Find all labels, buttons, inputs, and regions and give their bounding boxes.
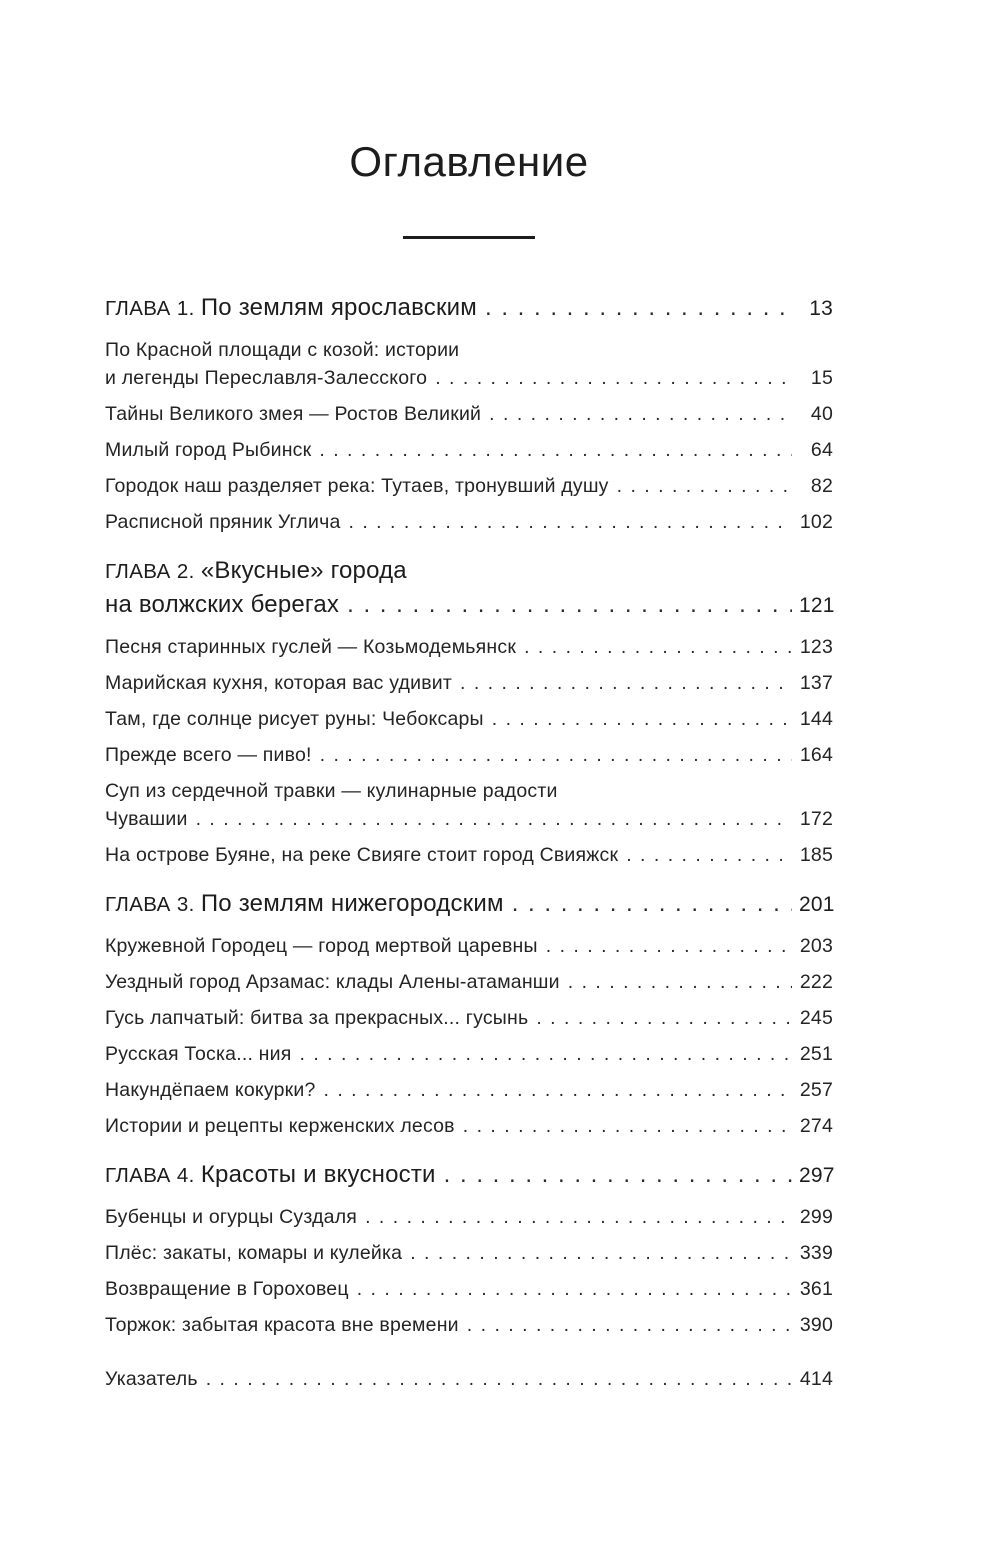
page-number: 203 bbox=[799, 935, 833, 957]
toc-entry-label: Гусь лапчатый: битва за прекрасных... гусынь bbox=[105, 1007, 529, 1029]
page-number: 185 bbox=[799, 844, 833, 866]
toc-entry bbox=[105, 508, 833, 536]
dot-leader bbox=[485, 291, 792, 324]
toc-entry-label: По Красной площади с козой: истории bbox=[105, 339, 460, 361]
page-number: 123 bbox=[799, 636, 833, 658]
page-number: 121 bbox=[799, 594, 835, 617]
toc-entry bbox=[105, 1239, 833, 1267]
toc-entry bbox=[105, 669, 833, 697]
toc-entry-label: Тайны Великого змея — Ростов Великий bbox=[105, 403, 482, 425]
toc-line bbox=[105, 633, 833, 661]
toc-entry bbox=[105, 932, 833, 960]
toc-line bbox=[105, 588, 833, 622]
toc-line bbox=[105, 1004, 833, 1032]
toc-entry-label: Торжок: забытая красота вне времени bbox=[105, 1314, 459, 1336]
dot-leader bbox=[568, 968, 792, 996]
dot-leader bbox=[524, 633, 792, 661]
toc-entry-label: Бубенцы и огурцы Суздаля bbox=[105, 1206, 358, 1228]
toc-line bbox=[105, 1076, 833, 1104]
page-number: 137 bbox=[799, 672, 833, 694]
toc-entry bbox=[105, 1076, 833, 1104]
toc-entry bbox=[105, 841, 833, 869]
toc-entry-label: Накундёпаем кокурки? bbox=[105, 1079, 316, 1101]
toc-entry bbox=[105, 1112, 833, 1140]
toc-entry bbox=[105, 777, 833, 833]
page-number: 274 bbox=[799, 1115, 833, 1137]
page-number: 172 bbox=[799, 808, 833, 830]
dot-leader bbox=[463, 1112, 792, 1140]
toc-entry-label: ГЛАВА 4. Красоты и вкусности bbox=[105, 1161, 436, 1188]
toc-line bbox=[105, 669, 833, 697]
toc-entry-label: ГЛАВА 3. По землям нижегородским bbox=[105, 890, 504, 917]
page-title: Оглавление bbox=[349, 138, 589, 185]
dot-leader bbox=[617, 472, 792, 500]
toc-entry bbox=[105, 400, 833, 428]
title-divider bbox=[403, 236, 535, 239]
page-number: 144 bbox=[799, 708, 833, 730]
toc-chapter-entry bbox=[105, 887, 833, 921]
dot-leader bbox=[300, 1040, 793, 1068]
toc-line bbox=[105, 291, 833, 325]
dot-leader bbox=[460, 669, 792, 697]
toc-entry-label: Русская Тоска... ния bbox=[105, 1043, 292, 1065]
toc-entry-label: ГЛАВА 1. По землям ярославским bbox=[105, 294, 477, 321]
toc-entry-label: Уездный город Арзамас: клады Алены-атаманши bbox=[105, 971, 560, 993]
toc-line bbox=[105, 777, 833, 805]
toc-line bbox=[105, 968, 833, 996]
dot-leader bbox=[536, 1004, 792, 1032]
chapter-prefix: ГЛАВА 3. bbox=[105, 893, 201, 916]
toc-entry bbox=[105, 741, 833, 769]
toc-line bbox=[105, 400, 833, 428]
dot-leader bbox=[319, 436, 792, 464]
toc-entry-label: Там, где солнце рисует руны: Чебоксары bbox=[105, 708, 484, 730]
toc-line bbox=[105, 1112, 833, 1140]
toc-entry-label: Возвращение в Гороховец bbox=[105, 1278, 349, 1300]
toc-entry-label: ГЛАВА 2. «Вкусные» города bbox=[105, 557, 407, 584]
toc-line bbox=[105, 1275, 833, 1303]
toc-list bbox=[105, 291, 833, 1393]
toc-line bbox=[105, 841, 833, 869]
toc-entry bbox=[105, 633, 833, 661]
toc-line bbox=[105, 887, 833, 921]
dot-leader bbox=[546, 932, 792, 960]
toc-chapter-entry bbox=[105, 1158, 833, 1192]
toc-entry-label: Указатель bbox=[105, 1368, 198, 1390]
toc-line bbox=[105, 508, 833, 536]
toc-entry-label: на волжских берегах bbox=[105, 591, 340, 618]
toc-entry-label: Суп из сердечной травки — кулинарные радости bbox=[105, 780, 558, 802]
toc-line bbox=[105, 1158, 833, 1192]
dot-leader bbox=[196, 805, 792, 833]
toc-entry-label: и легенды Переславля-Залесского bbox=[105, 367, 428, 389]
toc-entry bbox=[105, 1004, 833, 1032]
toc-entry bbox=[105, 968, 833, 996]
toc-entry-label: Марийская кухня, которая вас удивит bbox=[105, 672, 452, 694]
toc-line bbox=[105, 554, 833, 588]
toc-entry-label: Чувашии bbox=[105, 808, 188, 830]
chapter-prefix: ГЛАВА 4. bbox=[105, 1164, 201, 1187]
dot-leader bbox=[320, 741, 792, 769]
dot-leader bbox=[365, 1203, 792, 1231]
toc-line bbox=[105, 436, 833, 464]
toc-entry bbox=[105, 1203, 833, 1231]
dot-leader bbox=[357, 1275, 792, 1303]
page-number: 102 bbox=[799, 511, 833, 533]
dot-leader bbox=[467, 1311, 792, 1339]
toc-line bbox=[105, 705, 833, 733]
toc-line bbox=[105, 1040, 833, 1068]
toc-entry-label: Кружевной Городец — город мертвой царевны bbox=[105, 935, 538, 957]
toc-line bbox=[105, 1365, 833, 1393]
toc-entry-label: Милый город Рыбинск bbox=[105, 439, 312, 461]
dot-leader bbox=[347, 588, 792, 621]
toc-line bbox=[105, 741, 833, 769]
page-number: 297 bbox=[799, 1164, 835, 1187]
dot-leader bbox=[349, 508, 792, 536]
toc-entry-label: Песня старинных гуслей — Козьмодемьянск bbox=[105, 636, 517, 658]
page-number: 15 bbox=[810, 367, 833, 389]
page-number: 414 bbox=[799, 1368, 833, 1390]
dot-leader bbox=[492, 705, 792, 733]
chapter-prefix: ГЛАВА 2. bbox=[105, 560, 201, 583]
dot-leader bbox=[444, 1158, 792, 1191]
page-number: 222 bbox=[799, 971, 833, 993]
page-content bbox=[105, 138, 833, 1401]
toc-entry bbox=[105, 436, 833, 464]
toc-entry-label: Прежде всего — пиво! bbox=[105, 744, 312, 766]
page-number: 361 bbox=[799, 1278, 833, 1300]
toc-line bbox=[105, 1239, 833, 1267]
page-number: 299 bbox=[799, 1206, 833, 1228]
toc-line bbox=[105, 472, 833, 500]
dot-leader bbox=[323, 1076, 792, 1104]
toc-entry bbox=[105, 336, 833, 392]
toc-line bbox=[105, 932, 833, 960]
page-number: 40 bbox=[810, 403, 833, 425]
page-number: 201 bbox=[799, 893, 835, 916]
page-number: 64 bbox=[810, 439, 833, 461]
page-number: 257 bbox=[799, 1079, 833, 1101]
toc-entry-label: Расписной пряник Углича bbox=[105, 511, 341, 533]
toc-line bbox=[105, 336, 833, 364]
toc-entry-label: Плёс: закаты, комары и кулейка bbox=[105, 1242, 403, 1264]
toc-line bbox=[105, 805, 833, 833]
toc-chapter-entry bbox=[105, 554, 833, 622]
dot-leader bbox=[410, 1239, 792, 1267]
dot-leader bbox=[489, 400, 792, 428]
toc-entry-label: На острове Буяне, на реке Свияге стоит город Свияжск bbox=[105, 844, 619, 866]
page-number: 13 bbox=[809, 297, 833, 320]
page-number: 245 bbox=[799, 1007, 833, 1029]
page-number: 82 bbox=[810, 475, 833, 497]
toc-entry-label: Истории и рецепты керженских лесов bbox=[105, 1115, 455, 1137]
toc-line bbox=[105, 364, 833, 392]
toc-chapter-entry bbox=[105, 291, 833, 325]
dot-leader bbox=[512, 887, 792, 920]
dot-leader bbox=[626, 841, 792, 869]
toc-line bbox=[105, 1203, 833, 1231]
dot-leader bbox=[206, 1365, 792, 1393]
page-number: 390 bbox=[799, 1314, 833, 1336]
page-number: 339 bbox=[799, 1242, 833, 1264]
chapter-prefix: ГЛАВА 1. bbox=[105, 297, 201, 320]
dot-leader bbox=[435, 364, 792, 392]
toc-line bbox=[105, 1311, 833, 1339]
toc-entry bbox=[105, 472, 833, 500]
toc-entry bbox=[105, 1365, 833, 1393]
toc-entry bbox=[105, 705, 833, 733]
page-number: 164 bbox=[799, 744, 833, 766]
page-number: 251 bbox=[799, 1043, 833, 1065]
toc-entry bbox=[105, 1275, 833, 1303]
toc-entry-label: Городок наш разделяет река: Тутаев, тронувший душу bbox=[105, 475, 609, 497]
toc-entry bbox=[105, 1311, 833, 1339]
toc-entry bbox=[105, 1040, 833, 1068]
